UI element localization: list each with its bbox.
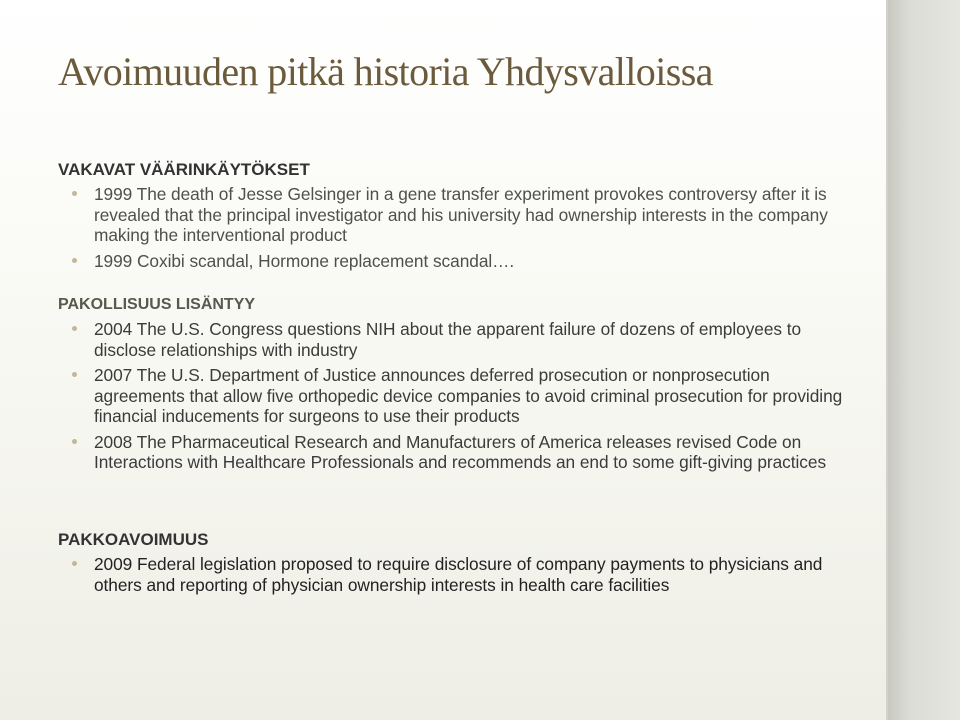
section-list-pakkoavoimuus bbox=[94, 554, 854, 595]
section-list-pakollisuus bbox=[94, 319, 854, 473]
bullet-item: 1999 Coxibi scandal, Hormone replacement scandal…. bbox=[94, 251, 854, 272]
section-heading-vakavat: VAKAVAT VÄÄRINKÄYTÖKSET bbox=[58, 160, 310, 179]
decorative-side-bar bbox=[888, 0, 960, 720]
bullet-item: 2007 The U.S. Department of Justice announces deferred prosecution or nonprosecution agreements that allow five orthopedic device companies to avoid criminal prosecution for providing financial inducements for surgeons to use their products bbox=[94, 365, 854, 427]
bullet-item: 2004 The U.S. Congress questions NIH about the apparent failure of dozens of employees to disclose relationships with industry bbox=[94, 319, 854, 360]
section-heading-pakkoavoimuus: PAKKOAVOIMUUS bbox=[58, 530, 209, 549]
slide-title: Avoimuuden pitkä historia Yhdysvalloissa bbox=[58, 49, 713, 94]
section-heading-pakollisuus: PAKOLLISUUS LISÄNTYY bbox=[58, 296, 256, 313]
bullet-item: 2008 The Pharmaceutical Research and Manufacturers of America releases revised Code on Interactions with Healthcare Professionals and recommends an end to some gift-giving practices bbox=[94, 432, 854, 473]
section-list-vakavat bbox=[94, 184, 854, 271]
bullet-item: 1999 The death of Jesse Gelsinger in a gene transfer experiment provokes controversy after it is revealed that the principal investigator and his university had ownership interests in the company making the interventional product bbox=[94, 184, 854, 246]
bullet-item: 2009 Federal legislation proposed to require disclosure of company payments to physicians and others and reporting of physician ownership interests in health care facilities bbox=[94, 554, 854, 595]
